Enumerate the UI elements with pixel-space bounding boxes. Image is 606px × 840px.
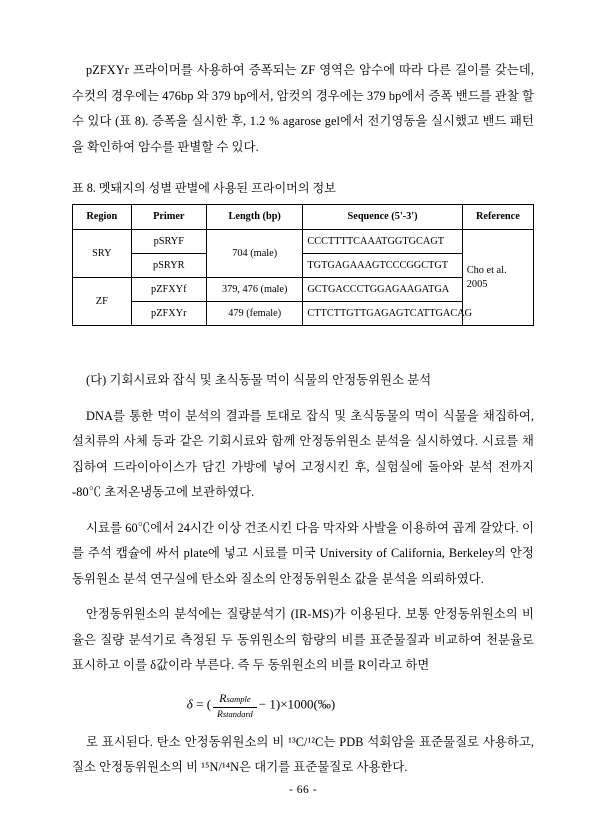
- spacer: [72, 394, 534, 404]
- paragraph-isotope-sampling: DNA를 통한 먹이 분석의 결과를 토대로 잡식 및 초식동물의 먹이 식물을 채집하여, 설치류의 사체 등과 같은 기회시료와 함께 안정동위원소 분석을 실시하였다. 시료를 채집하여 드라이아이스가 담긴 가방에 넣어 고정시킨 후, 실험실에 돌아와 분석 전까지 -80℃ 초저온냉동고에 보관하였다.: [72, 408, 534, 499]
- table-caption: 표 8. 멧돼지의 성별 판별에 사용된 프라이머의 정보: [72, 181, 336, 195]
- cell-primer-pzfxyr: pZFXYr: [131, 302, 206, 326]
- primer-table: [72, 204, 534, 326]
- spacer: [72, 326, 534, 350]
- cell-region-zf: ZF: [73, 278, 132, 326]
- column-header-primer: Primer: [131, 205, 206, 230]
- table-header-row: [73, 205, 534, 230]
- formula-denominator-sub: standard: [222, 708, 253, 719]
- cell-region-sry: SRY: [73, 230, 132, 278]
- cell-sequence-psryf: CCCTTTTCAAATGGTGCAGT: [303, 230, 462, 254]
- cell-sequence-pzfxyr: CTTCTTGTTGAGAGTCATTGACAG: [303, 302, 462, 326]
- cell-length-sry: 704 (male): [206, 230, 302, 278]
- column-header-length: Length (bp): [206, 205, 302, 230]
- column-header-region: Region: [73, 205, 132, 230]
- spacer: [72, 592, 534, 602]
- paragraph-standards: 로 표시된다. 탄소 안정동위원소의 비 ¹³C/¹²C는 PDB 석회암을 표준물질로 사용하고, 질소 안정동위원소의 비 ¹⁵N/¹⁴N은 대기를 표준물질로 사용한다.: [72, 734, 534, 774]
- formula-equals: =: [196, 695, 204, 711]
- column-header-reference: Reference: [462, 205, 533, 230]
- formula-open-paren: (: [206, 695, 212, 711]
- paragraph-irms: 안정동위원소의 분석에는 질량분석기 (IR-MS)가 이용된다. 보통 안정동위원소의 비율은 질량 분석기로 측정된 두 동위원소의 함량의 비를 표준물질과 비교하여 천분율로 표시하고 이를 δ값이라 부른다. 즉 두 동위원소의 비를 R이라고 하면: [72, 607, 534, 672]
- cell-primer-psryf: pSRYF: [131, 230, 206, 254]
- formula-numerator-sub: sample: [226, 693, 251, 704]
- table-row: [73, 230, 534, 254]
- formula-permil: (‰): [313, 695, 336, 711]
- paragraph-sample-prep: 시료를 60℃에서 24시간 이상 건조시킨 다음 막자와 사발을 이용하여 곱게 갈았다. 이를 주석 캡슐에 싸서 plate에 넣고 시료를 미국 University of California, Berkeley의 안정동위원소 분석 연구실에 탄소와 질소의 안정동위원소 값을 분석을 의뢰하였다.: [72, 520, 534, 586]
- section-heading: (다) 기회시료와 잡식 및 초식동물 먹이 식물의 안정동위원소 분석: [86, 373, 432, 387]
- formula-times: ×1000: [280, 695, 314, 711]
- cell-sequence-psryr: TGTGAGAAAGTCCCGGCTGT: [303, 254, 462, 278]
- cell-reference: Cho et al. 2005: [462, 230, 533, 326]
- spacer: [72, 506, 534, 516]
- cell-length-pzfxyf: 379, 476 (male): [206, 278, 302, 302]
- column-header-sequence: Sequence (5'-3'): [303, 205, 462, 230]
- cell-length-pzfxyr: 479 (female): [206, 302, 302, 326]
- cell-primer-psryr: pSRYR: [131, 254, 206, 278]
- page-number: - 66 -: [288, 783, 318, 796]
- cell-primer-pzfxyf: pZFXYf: [131, 278, 206, 302]
- formula-delta: δ: [186, 695, 193, 711]
- delta-formula: [72, 691, 534, 720]
- paragraph-intro: pZFXYr 프라이머를 사용하여 증폭되는 ZF 영역은 암수에 따라 다른 길이를 갖는데, 수컷의 경우에는 476bp 와 379 bp에서, 암컷의 경우에는 379 bp에서 증폭 밴드를 관찰 할 수 있다 (표 8). 증폭을 실시한 후, 1.2 % agarose gel에서 전기영동을 실시했고 밴드 패턴을 확인하여 암수를 판별할 수 있다.: [72, 63, 534, 154]
- formula-fraction: [213, 691, 257, 720]
- formula-numerator: R: [219, 690, 227, 705]
- spacer: [72, 160, 534, 178]
- formula-denominator: R: [217, 709, 223, 720]
- formula-minus-one: − 1): [258, 695, 281, 711]
- cell-sequence-pzfxyf: GCTGACCCTGGAGAAGATGA: [303, 278, 462, 302]
- spacer: [72, 350, 534, 368]
